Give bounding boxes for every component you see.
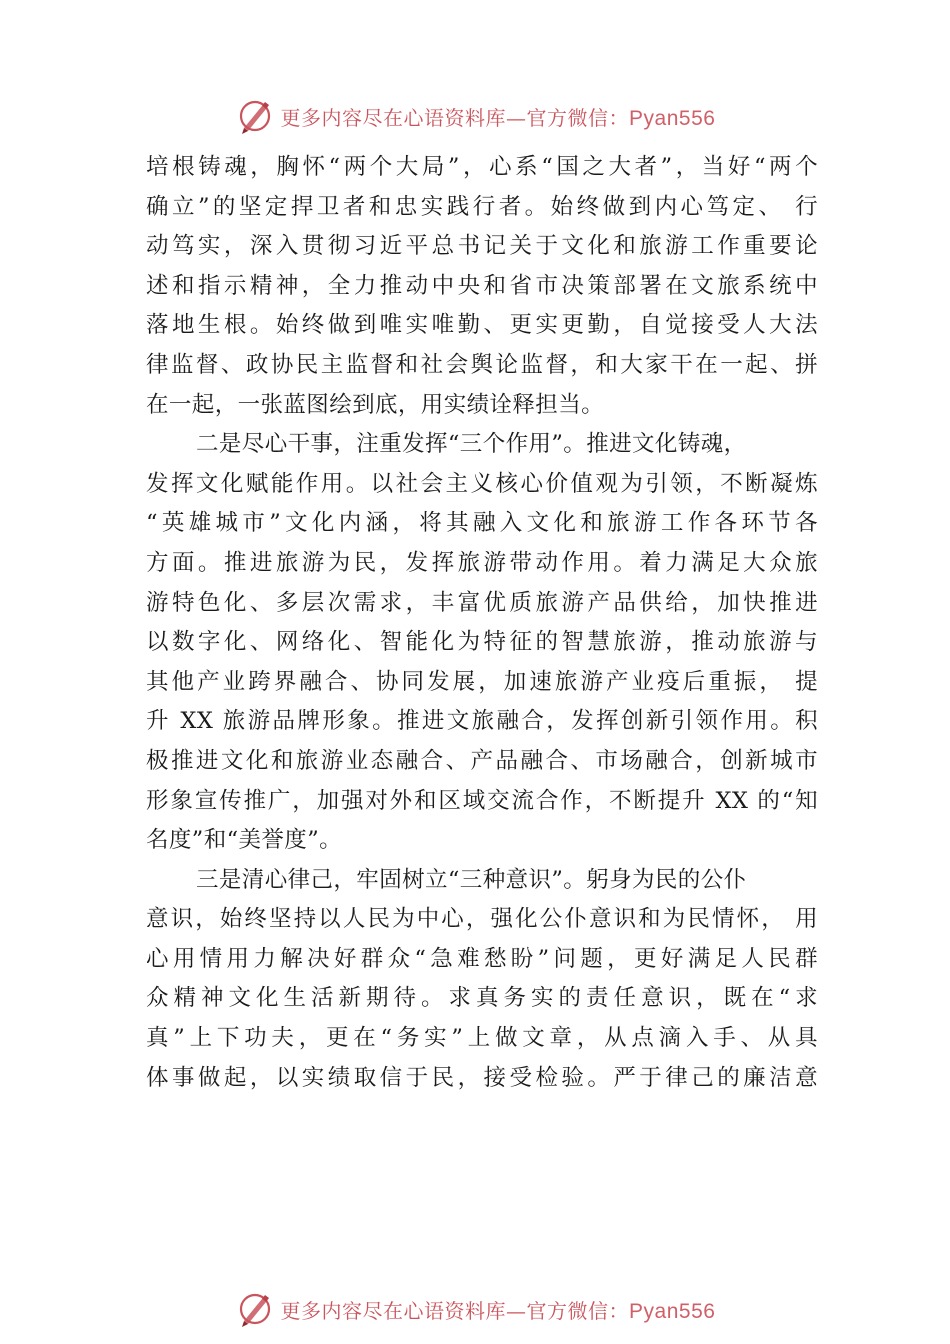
text-line: 二是尽心干事，注重发挥“三个作用”。推进文化铸魂， bbox=[196, 431, 747, 458]
text-line: 方面。推进旅游为民，发挥旅游带动作用。着力满足大众旅 bbox=[146, 549, 818, 576]
text-line: 意识，始终坚持以人民为中心，强化公仆意识和为民情怀， 用 bbox=[146, 906, 818, 933]
text-line: 培根铸魂，胸怀“两个大局”，心系“国之大者”，当好“两个 bbox=[146, 154, 818, 180]
text-line: 落地生根。始终做到唯实唯勤、更实更勤，自觉接受人大法 bbox=[146, 312, 818, 339]
pen-logo-icon bbox=[235, 96, 275, 136]
text-line: 动笃实，深入贯彻习近平总书记关于文化和旅游工作重要论 bbox=[146, 233, 818, 260]
header-watermark bbox=[0, 94, 950, 138]
pen-logo-icon bbox=[235, 1289, 275, 1329]
text-line: 体事做起，以实绩取信于民，接受检验。严于律己的廉洁意 bbox=[146, 1064, 818, 1091]
text-line: 律监督、政协民主监督和社会舆论监督，和大家干在一起、拼 bbox=[146, 351, 818, 378]
text-line: 三是清心律己，牢固树立“三种意识”。躬身为民的公仆 bbox=[196, 866, 747, 893]
text-line: 确立”的坚定捍卫者和忠实践行者。始终做到内心笃定、 行 bbox=[146, 193, 818, 220]
text-line: 游特色化、多层次需求，丰富优质旅游产品供给，加快推进 bbox=[146, 589, 818, 616]
text-line: 其他产业跨界融合、协同发展，加速旅游产业疫后重振， 提 bbox=[146, 668, 818, 695]
text-line: 心用情用力解决好群众“急难愁盼”问题，更好满足人民群 bbox=[146, 945, 818, 972]
text-line: 升 XX 旅游品牌形象。推进文旅融合，发挥创新引领作用。积 bbox=[146, 708, 818, 735]
text-line: 在一起，一张蓝图绘到底，用实绩诠释担当。 bbox=[146, 391, 605, 418]
text-line: 形象宣传推广，加强对外和区域交流合作，不断提升 XX 的“知 bbox=[146, 787, 818, 814]
text-line: 极推进文化和旅游业态融合、产品融合、市场融合，创新城市 bbox=[146, 747, 818, 774]
document-body bbox=[146, 148, 818, 1098]
text-line: 以数字化、网络化、智能化为特征的智慧旅游，推动旅游与 bbox=[146, 629, 818, 656]
text-line: 众精神文化生活新期待。求真务实的责任意识，既在“求 bbox=[146, 985, 818, 1012]
text-line: 述和指示精神，全力推动中央和省市决策部署在文旅系统中 bbox=[146, 272, 818, 299]
watermark-text: 更多内容尽在心语资料库—官方微信：Pyan556 bbox=[280, 1298, 716, 1323]
text-line: 名度”和“美誉度”。 bbox=[146, 827, 343, 854]
text-line: 真”上下功夫，更在“务实”上做文章，从点滴入手、从具 bbox=[146, 1025, 818, 1052]
watermark-text: 更多内容尽在心语资料库—官方微信：Pyan556 bbox=[280, 105, 716, 130]
text-line: “英雄城市”文化内涵，将其融入文化和旅游工作各环节各 bbox=[146, 510, 818, 537]
text-line: 发挥文化赋能作用。以社会主义核心价值观为引领，不断凝炼 bbox=[146, 470, 818, 497]
footer-watermark bbox=[0, 1287, 950, 1331]
